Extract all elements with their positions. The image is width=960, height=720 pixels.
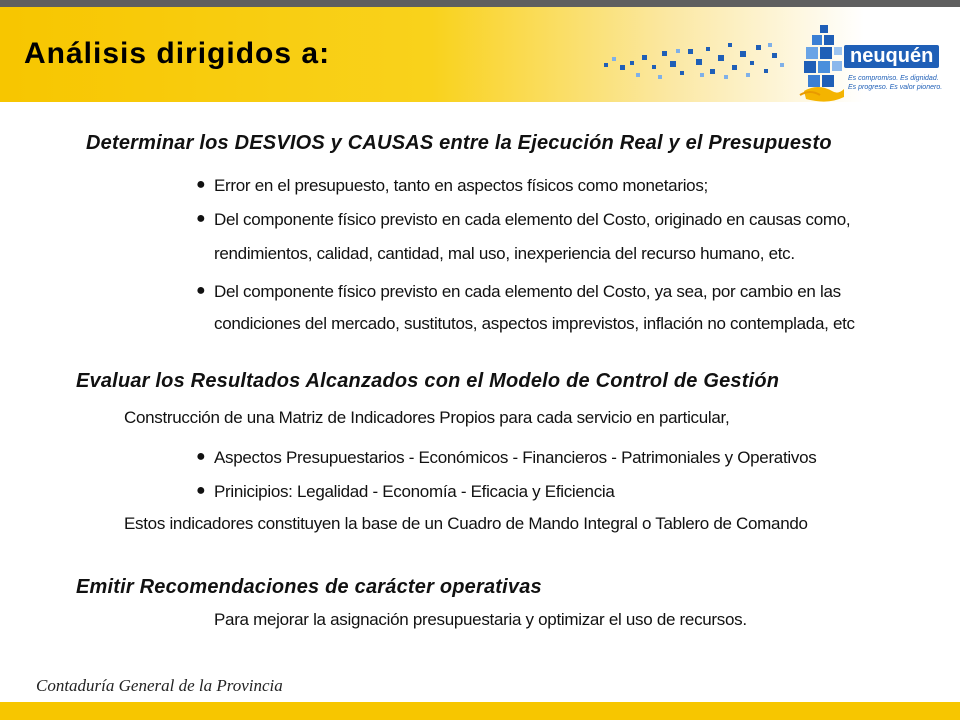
decorative-dots xyxy=(600,43,790,89)
bullet-text: Del componente físico previsto en cada elemento del Costo, ya sea, por cambio en las xyxy=(214,282,841,301)
top-rule xyxy=(0,0,960,7)
bullet-item xyxy=(196,448,816,468)
bullet-continuation: condiciones del mercado, sustitutos, aspectos imprevistos, inflación no contemplada, etc xyxy=(214,314,855,333)
bullet-icon: ● xyxy=(196,448,206,465)
bottom-bar xyxy=(0,702,960,720)
logo-tagline-2: Es progreso. Es valor pionero. xyxy=(848,84,943,91)
section-heading: Determinar los DESVIOS y CAUSAS entre la Ejecución Real y el Presupuesto xyxy=(86,132,832,154)
bullet-text: Aspectos Presupuestarios - Económicos - Financieros - Patrimoniales y Operativos xyxy=(214,448,817,467)
neuquen-logo xyxy=(798,25,943,103)
footer-text: Contaduría General de la Provincia xyxy=(36,676,283,695)
logo-name: neuquén xyxy=(844,45,939,68)
logo-tagline-1: Es compromiso. Es dignidad. xyxy=(848,75,939,82)
section-text: Para mejorar la asignación presupuestaria y optimizar el uso de recursos. xyxy=(214,610,747,629)
bullet-icon: ● xyxy=(196,176,206,193)
bullet-item xyxy=(196,210,850,230)
bullet-item xyxy=(196,176,708,196)
bullet-icon: ● xyxy=(196,482,206,499)
bullet-text: Del componente físico previsto en cada elemento del Costo, originado en causas como, xyxy=(214,210,851,229)
bullet-item xyxy=(196,282,841,302)
slide-header xyxy=(0,7,960,102)
section-heading: Evaluar los Resultados Alcanzados con el Modelo de Control de Gestión xyxy=(76,370,780,392)
slide-title: Análisis dirigidos a: xyxy=(24,37,331,70)
section-intro: Construcción de una Matriz de Indicadores Propios para cada servicio en particular, xyxy=(124,408,730,427)
bullet-text: Error en el presupuesto, tanto en aspectos físicos como monetarios; xyxy=(214,176,708,195)
slide-content xyxy=(0,102,960,672)
section-heading: Emitir Recomendaciones de carácter operativas xyxy=(76,576,542,598)
bullet-icon: ● xyxy=(196,210,206,227)
bullet-icon: ● xyxy=(196,282,206,299)
bullet-continuation: rendimientos, calidad, cantidad, mal uso, inexperiencia del recurso humano, etc. xyxy=(214,244,795,263)
bullet-item xyxy=(196,482,615,502)
bullet-text: Prinicipios: Legalidad - Economía - Eficacia y Eficiencia xyxy=(214,482,615,501)
section-outro: Estos indicadores constituyen la base de un Cuadro de Mando Integral o Tablero de Comando xyxy=(124,514,808,533)
